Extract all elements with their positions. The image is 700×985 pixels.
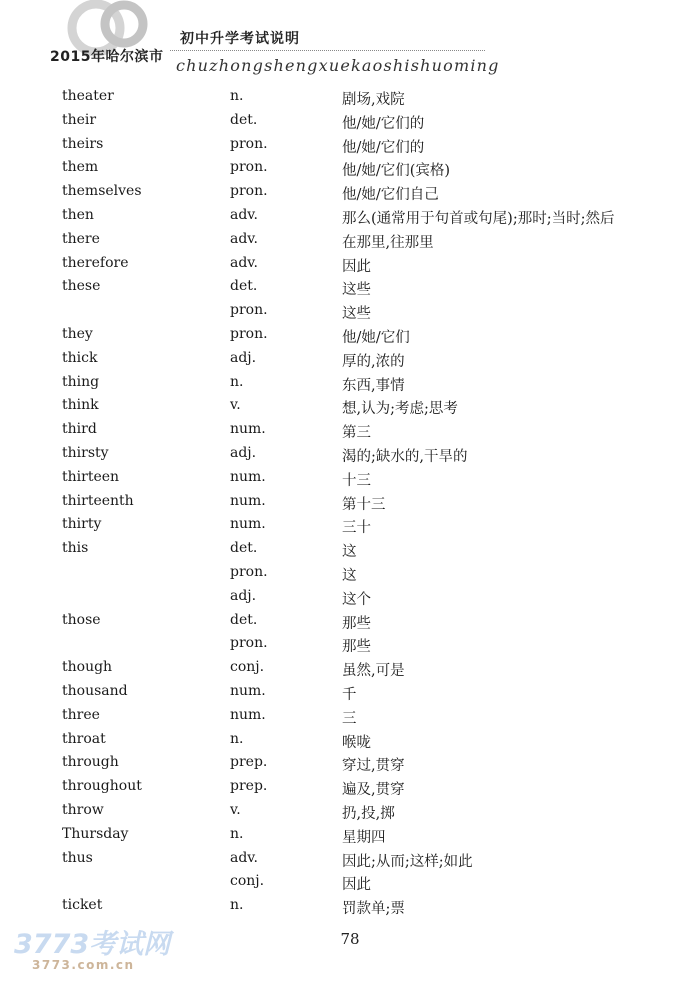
vocab-word: there xyxy=(62,230,100,247)
vocab-pos: v. xyxy=(230,397,241,414)
vocab-word: three xyxy=(62,706,100,723)
vocab-pos: adj. xyxy=(230,349,257,366)
vocab-pos: conj. xyxy=(230,659,265,676)
vocab-pos: pron. xyxy=(230,135,268,152)
vocab-word: throughout xyxy=(62,778,142,795)
vocab-word: ticket xyxy=(62,897,103,914)
vocab-pos: n. xyxy=(230,373,244,390)
vocab-pos: det. xyxy=(230,278,258,295)
vocab-word: therefore xyxy=(62,254,129,271)
vocab-word: thirsty xyxy=(62,444,109,461)
vocab-row xyxy=(0,443,700,467)
vocab-meaning: 遍及,贯穿 xyxy=(342,782,405,799)
vocab-pos: n. xyxy=(230,88,244,104)
vocab-word: thirteen xyxy=(62,468,120,485)
vocab-meaning: 这 xyxy=(342,567,357,584)
vocab-meaning: 这 xyxy=(342,544,357,561)
vocab-meaning: 那些 xyxy=(342,615,371,632)
header-pinyin: chuzhongshengxuekaoshishuoming xyxy=(176,56,500,75)
vocab-meaning: 喉咙 xyxy=(342,734,371,751)
vocab-word: them xyxy=(62,159,99,176)
vocab-meaning: 三 xyxy=(342,710,357,727)
vocab-row xyxy=(0,134,700,158)
vocabulary-list xyxy=(0,86,700,919)
vocab-pos: adj. xyxy=(230,444,257,461)
vocab-row xyxy=(0,800,700,824)
vocab-row xyxy=(0,491,700,515)
vocab-row xyxy=(0,253,700,277)
vocab-word: Thursday xyxy=(62,825,129,842)
vocab-meaning: 他/她/它们的 xyxy=(342,115,425,132)
vocab-word: third xyxy=(62,421,97,438)
vocab-pos: prep. xyxy=(230,754,268,771)
vocab-pos: num. xyxy=(230,516,266,533)
header-year-city: 2015年哈尔滨市 xyxy=(50,49,164,65)
vocab-row xyxy=(0,205,700,229)
vocab-pos: n. xyxy=(230,730,244,747)
vocab-meaning: 星期四 xyxy=(342,829,386,846)
vocab-row xyxy=(0,729,700,753)
vocab-meaning: 在那里,往那里 xyxy=(342,234,434,251)
vocab-row xyxy=(0,324,700,348)
watermark-url: 3773.com.cn xyxy=(32,958,135,972)
vocab-pos: adv. xyxy=(230,206,259,223)
vocab-pos: pron. xyxy=(230,302,268,319)
vocab-word: though xyxy=(62,659,113,676)
vocab-meaning: 他/她/它们自己 xyxy=(342,187,439,204)
vocab-pos: adv. xyxy=(230,254,259,271)
vocab-row xyxy=(0,181,700,205)
vocab-pos: pron. xyxy=(230,325,268,342)
vocab-pos: pron. xyxy=(230,563,268,580)
vocab-meaning: 想,认为;考虑;思考 xyxy=(342,401,458,418)
vocab-pos: num. xyxy=(230,706,266,723)
vocab-row xyxy=(0,633,700,657)
vocab-row xyxy=(0,419,700,443)
vocab-row xyxy=(0,586,700,610)
vocab-word: theater xyxy=(62,88,114,104)
vocab-row xyxy=(0,538,700,562)
vocab-meaning: 罚款单;票 xyxy=(342,901,405,918)
vocab-row xyxy=(0,610,700,634)
vocab-row xyxy=(0,86,700,110)
vocab-word: their xyxy=(62,111,97,128)
vocab-meaning: 剧场,戏院 xyxy=(342,92,405,108)
vocab-word: think xyxy=(62,397,99,414)
vocab-row xyxy=(0,895,700,919)
header-divider xyxy=(170,50,485,51)
vocab-row xyxy=(0,514,700,538)
vocab-pos: pron. xyxy=(230,159,268,176)
vocab-pos: prep. xyxy=(230,778,268,795)
vocab-pos: pron. xyxy=(230,635,268,652)
vocab-pos: num. xyxy=(230,492,266,509)
vocab-row xyxy=(0,372,700,396)
vocab-word: theirs xyxy=(62,135,104,152)
vocab-meaning: 虽然,可是 xyxy=(342,663,405,680)
vocab-row xyxy=(0,229,700,253)
vocab-row xyxy=(0,157,700,181)
vocab-row xyxy=(0,776,700,800)
vocab-row xyxy=(0,562,700,586)
vocab-meaning: 因此 xyxy=(342,877,371,894)
vocab-word: thirty xyxy=(62,516,102,533)
header-title: 初中升学考试说明 xyxy=(180,31,300,47)
vocab-row xyxy=(0,871,700,895)
vocab-pos: n. xyxy=(230,825,244,842)
watermark-logo-text: 3773考试网 xyxy=(14,929,171,960)
vocab-row xyxy=(0,110,700,134)
vocab-meaning: 扔,投,掷 xyxy=(342,805,395,822)
vocab-pos: pron. xyxy=(230,183,268,200)
vocab-meaning: 因此;从而;这样;如此 xyxy=(342,853,473,870)
vocab-word: throat xyxy=(62,730,106,747)
vocab-pos: n. xyxy=(230,897,244,914)
vocab-word: thus xyxy=(62,849,93,866)
vocab-pos: num. xyxy=(230,682,266,699)
vocab-meaning: 渴的;缺水的,干旱的 xyxy=(342,448,468,465)
vocab-word: throw xyxy=(62,801,104,818)
vocab-meaning: 那么(通常用于句首或句尾);那时;当时;然后 xyxy=(342,210,615,227)
vocab-row xyxy=(0,276,700,300)
vocab-meaning: 千 xyxy=(342,686,357,703)
vocab-meaning: 这些 xyxy=(342,306,371,323)
vocab-word: themselves xyxy=(62,183,142,200)
vocab-pos: det. xyxy=(230,540,258,557)
vocab-row xyxy=(0,657,700,681)
vocab-row xyxy=(0,300,700,324)
vocab-row xyxy=(0,848,700,872)
vocab-row xyxy=(0,824,700,848)
page-number: 78 xyxy=(340,930,360,948)
vocab-pos: adv. xyxy=(230,230,259,247)
vocab-row xyxy=(0,467,700,491)
vocab-word: they xyxy=(62,325,93,342)
vocab-pos: v. xyxy=(230,801,241,818)
vocab-meaning: 第三 xyxy=(342,425,371,442)
vocab-word: thing xyxy=(62,373,100,390)
vocab-meaning: 因此 xyxy=(342,258,371,275)
vocab-pos: adj. xyxy=(230,587,257,604)
vocab-meaning: 厚的,浓的 xyxy=(342,353,405,370)
vocab-word: through xyxy=(62,754,119,771)
site-watermark xyxy=(14,922,184,980)
vocab-meaning: 十三 xyxy=(342,472,371,489)
vocab-meaning: 他/她/它们(宾格) xyxy=(342,163,451,180)
vocab-word: then xyxy=(62,206,94,223)
vocab-pos: det. xyxy=(230,111,258,128)
vocab-pos: det. xyxy=(230,611,258,628)
vocab-row xyxy=(0,752,700,776)
vocab-meaning: 东西,事情 xyxy=(342,377,405,394)
vocab-row xyxy=(0,395,700,419)
vocab-word: these xyxy=(62,278,101,295)
vocab-row xyxy=(0,681,700,705)
vocab-pos: adv. xyxy=(230,849,259,866)
vocab-word: thousand xyxy=(62,682,128,699)
vocab-meaning: 穿过,贯穿 xyxy=(342,758,405,775)
vocab-pos: num. xyxy=(230,421,266,438)
vocab-meaning: 那些 xyxy=(342,639,371,656)
vocab-pos: num. xyxy=(230,468,266,485)
vocab-meaning: 第十三 xyxy=(342,496,386,513)
vocab-row xyxy=(0,348,700,372)
vocab-pos: conj. xyxy=(230,873,265,890)
vocab-word: thick xyxy=(62,349,98,366)
vocab-word: this xyxy=(62,540,89,557)
vocab-meaning: 这些 xyxy=(342,282,371,299)
vocab-meaning: 他/她/它们 xyxy=(342,329,410,346)
vocab-row xyxy=(0,705,700,729)
vocab-word: thirteenth xyxy=(62,492,134,509)
vocab-meaning: 三十 xyxy=(342,520,371,537)
vocab-meaning: 这个 xyxy=(342,591,371,608)
vocab-meaning: 他/她/它们的 xyxy=(342,139,425,156)
vocab-word: those xyxy=(62,611,101,628)
